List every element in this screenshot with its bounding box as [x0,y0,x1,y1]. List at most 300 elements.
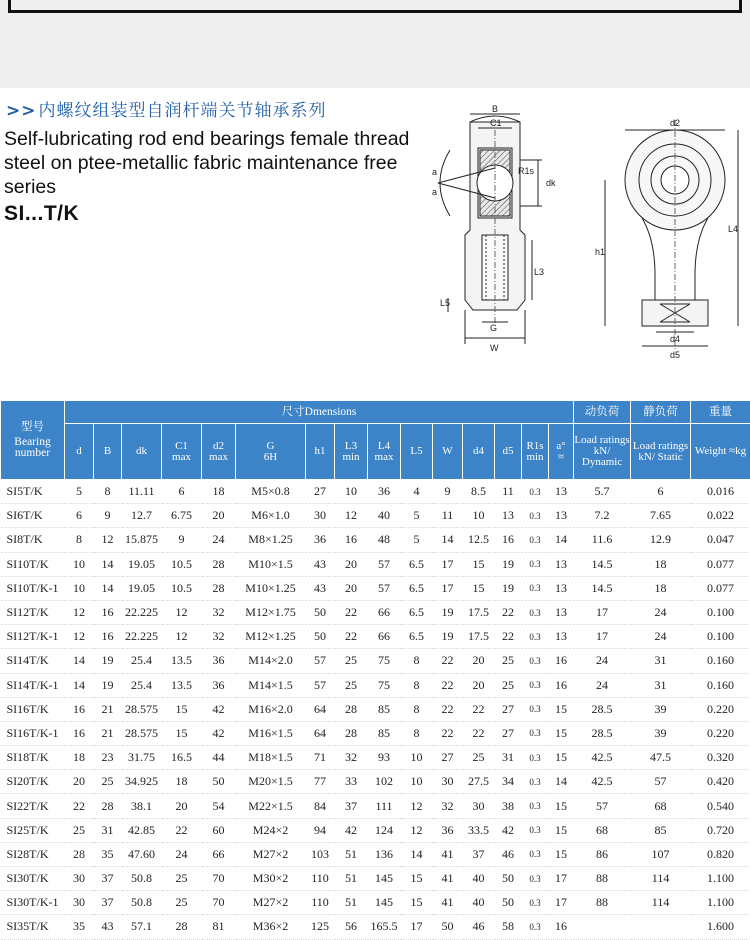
value-cell: 6.5 [401,552,433,576]
value-cell: 18 [65,746,94,770]
value-cell: 14 [94,552,122,576]
value-cell: 17.5 [463,625,495,649]
value-cell: 57 [368,576,401,600]
value-cell: 43 [306,552,335,576]
value-cell: 12 [401,818,433,842]
value-cell: 13 [549,600,574,624]
value-cell: 20 [202,504,236,528]
bearing-number-cell: SI18T/K [1,746,65,770]
header-col-main: G [236,441,305,452]
value-cell: 0.3 [522,770,549,794]
value-cell: 13 [549,552,574,576]
value-cell: 57.1 [122,915,162,939]
value-cell: 50 [495,891,522,915]
table-header-group-row [1,401,750,424]
bearing-number-cell: SI8T/K [1,528,65,552]
value-cell: 10 [335,480,368,504]
value-cell: 88 [574,867,631,891]
table-row [1,818,750,842]
header-col-5 [236,424,306,480]
table-row [1,673,750,697]
value-cell: 39 [631,697,691,721]
value-cell: 20 [463,649,495,673]
value-cell: 0.160 [691,649,750,673]
header-col-2 [122,424,162,480]
value-cell: 15 [463,576,495,600]
value-cell: 19 [495,552,522,576]
value-cell: 24 [631,625,691,649]
value-cell: 44 [202,746,236,770]
header-col-sub: min [335,452,367,463]
value-cell: M24×2 [236,818,306,842]
value-cell: 0.3 [522,480,549,504]
value-cell: 31 [631,673,691,697]
value-cell: 6.5 [401,600,433,624]
header-static-en: Load ratings kN/ Static [631,424,691,480]
value-cell: 25 [463,746,495,770]
bearing-number-cell: SI10T/K [1,552,65,576]
value-cell: 71 [306,746,335,770]
value-cell: 19.05 [122,576,162,600]
value-cell: 27 [306,480,335,504]
value-cell: 6.5 [401,576,433,600]
value-cell: 12 [65,600,94,624]
value-cell: 12 [335,504,368,528]
value-cell: 0.420 [691,770,750,794]
value-cell: 8.5 [463,480,495,504]
value-cell: 88 [574,891,631,915]
value-cell: M14×2.0 [236,649,306,673]
value-cell: 57 [631,770,691,794]
value-cell: 50.8 [122,891,162,915]
value-cell: 27 [495,721,522,745]
value-cell: 10 [463,504,495,528]
value-cell: 110 [306,867,335,891]
value-cell: 51 [335,842,368,866]
header-col-main: L5 [401,446,432,457]
value-cell: 14 [401,842,433,866]
value-cell: 17.5 [463,600,495,624]
header-col-main: L3 [335,441,367,452]
value-cell: 36 [202,649,236,673]
header-col-4 [202,424,236,480]
value-cell: 57 [368,552,401,576]
value-cell: 42.5 [574,746,631,770]
value-cell: 15 [463,552,495,576]
value-cell: 23 [94,746,122,770]
heading-title-cn: 内螺纹组装型自润杆端关节轴承系列 [39,101,327,121]
value-cell: 15 [549,794,574,818]
value-cell: 9 [162,528,202,552]
value-cell: 35 [94,842,122,866]
value-cell: 85 [631,818,691,842]
value-cell: 6 [631,480,691,504]
value-cell: 12 [94,528,122,552]
table-row [1,697,750,721]
header-col-sub: min [522,452,548,463]
bearing-number-cell: SI16T/K-1 [1,721,65,745]
value-cell: 10 [401,770,433,794]
value-cell: 70 [202,867,236,891]
value-cell: 31.75 [122,746,162,770]
header-col-main: L4 [368,441,400,452]
value-cell: 30 [65,867,94,891]
value-cell: 17 [401,915,433,939]
value-cell: 40 [368,504,401,528]
header-col-main: C1 [162,441,201,452]
value-cell: 36 [433,818,463,842]
value-cell: M16×1.5 [236,721,306,745]
header-col-main: h1 [306,446,334,457]
value-cell: 0.3 [522,915,549,939]
value-cell: 34 [495,770,522,794]
value-cell: 19 [495,576,522,600]
value-cell: 15 [162,721,202,745]
value-cell: 60 [202,818,236,842]
header-col-10 [433,424,463,480]
value-cell: 0.720 [691,818,750,842]
value-cell: 0.077 [691,576,750,600]
value-cell: 0.220 [691,697,750,721]
value-cell: 20 [162,794,202,818]
value-cell: 28.5 [574,697,631,721]
value-cell: M16×2.0 [236,697,306,721]
value-cell: 25.4 [122,673,162,697]
header-col-main: d [65,446,93,457]
value-cell: 48 [368,528,401,552]
value-cell: 10 [65,552,94,576]
value-cell: 6 [65,504,94,528]
bearing-number-cell: SI16T/K [1,697,65,721]
value-cell: 37 [463,842,495,866]
value-cell: M22×1.5 [236,794,306,818]
value-cell: 0.3 [522,842,549,866]
value-cell: 14.5 [574,576,631,600]
header-col-main: d5 [495,446,521,457]
value-cell: 68 [574,818,631,842]
table-row [1,649,750,673]
value-cell: 25 [162,867,202,891]
value-cell: 0.3 [522,576,549,600]
value-cell: 12 [65,625,94,649]
header-static-cn: 静负荷 [631,401,691,424]
value-cell: 22 [335,600,368,624]
value-cell: 6.5 [401,625,433,649]
value-cell: 0.077 [691,552,750,576]
value-cell: 47.60 [122,842,162,866]
value-cell: M30×2 [236,867,306,891]
value-cell: 22 [433,697,463,721]
value-cell: 125 [306,915,335,939]
value-cell: 4 [401,480,433,504]
value-cell: 30 [65,891,94,915]
value-cell: 25 [495,649,522,673]
value-cell: 0.3 [522,528,549,552]
value-cell: 25 [94,770,122,794]
value-cell: 14 [65,649,94,673]
value-cell: 31 [94,818,122,842]
value-cell: 20 [335,552,368,576]
value-cell: 136 [368,842,401,866]
value-cell: 16 [549,915,574,939]
value-cell: 42.85 [122,818,162,842]
value-cell: 34.925 [122,770,162,794]
value-cell: 21 [94,697,122,721]
header-col-13 [522,424,549,480]
value-cell: 22 [463,697,495,721]
value-cell: M5×0.8 [236,480,306,504]
value-cell: 24 [631,600,691,624]
label-d5: d5 [670,350,680,360]
value-cell: 22.225 [122,600,162,624]
value-cell: 24 [162,842,202,866]
value-cell: 28 [202,552,236,576]
value-cell: 22 [463,721,495,745]
value-cell: 28 [94,794,122,818]
heading-english: Self-lubricating rod end bearings female thread steel on ptee-metallic fabric maintenance free series [4,127,414,199]
table-row [1,770,750,794]
value-cell: 70 [202,891,236,915]
header-col-main: W [433,446,462,457]
value-cell: 6.75 [162,504,202,528]
value-cell: 0.3 [522,600,549,624]
value-cell: 0.3 [522,818,549,842]
value-cell: 17 [574,625,631,649]
value-cell: 16.5 [162,746,202,770]
value-cell: 35 [65,915,94,939]
value-cell: 1.600 [691,915,750,939]
value-cell: 19 [433,625,463,649]
heading-arrows: >> [6,101,37,121]
value-cell: 0.220 [691,721,750,745]
value-cell: 38 [495,794,522,818]
bearing-number-cell: SI30T/K-1 [1,891,65,915]
header-col-main: a° [549,441,573,452]
label-a-1: a [432,167,437,177]
value-cell: 50 [495,867,522,891]
value-cell: 15 [401,867,433,891]
value-cell: 14 [549,770,574,794]
value-cell: 24 [202,528,236,552]
value-cell: 13 [495,504,522,528]
header-col-7 [335,424,368,480]
value-cell: 28 [65,842,94,866]
header-col-3 [162,424,202,480]
value-cell: 32 [433,794,463,818]
value-cell: 25.4 [122,649,162,673]
value-cell: 25 [162,891,202,915]
specification-table [0,400,750,940]
value-cell: 21 [94,721,122,745]
value-cell: 37 [94,891,122,915]
value-cell: 14 [94,576,122,600]
bearing-number-cell: SI12T/K [1,600,65,624]
value-cell: 8 [65,528,94,552]
header-col-1 [94,424,122,480]
value-cell: 32 [202,600,236,624]
bearing-number-cell: SI12T/K-1 [1,625,65,649]
value-cell: 0.3 [522,649,549,673]
table-row [1,504,750,528]
value-cell: 1.100 [691,891,750,915]
bearing-number-cell: SI25T/K [1,818,65,842]
value-cell: 57 [574,794,631,818]
value-cell: 8 [401,697,433,721]
value-cell: 37 [335,794,368,818]
value-cell: 84 [306,794,335,818]
header-weight-cn: 重量 [691,401,750,424]
table-row [1,794,750,818]
value-cell: 19 [94,673,122,697]
bearing-number-cell: SI30T/K [1,867,65,891]
value-cell: 30 [463,794,495,818]
bearing-number-cell: SI6T/K [1,504,65,528]
value-cell: 25 [495,673,522,697]
value-cell: 15.875 [122,528,162,552]
value-cell: 13 [549,576,574,600]
header-col-sub: 6H [236,452,305,463]
value-cell: 77 [306,770,335,794]
value-cell: 33 [335,770,368,794]
value-cell: 14 [65,673,94,697]
table-row [1,915,750,939]
value-cell: 28 [335,721,368,745]
value-cell: 15 [401,891,433,915]
top-frame [8,0,742,13]
value-cell: 0.047 [691,528,750,552]
value-cell: 15 [549,697,574,721]
label-h1: h1 [595,247,605,257]
heading-chinese [6,96,327,121]
value-cell: 41 [433,867,463,891]
value-cell: 145 [368,891,401,915]
value-cell: 0.3 [522,746,549,770]
bearing-number-cell: SI10T/K-1 [1,576,65,600]
value-cell: 0.540 [691,794,750,818]
label-C1: C1 [490,118,502,128]
value-cell: 22 [433,649,463,673]
value-cell: 5 [65,480,94,504]
value-cell: 11 [433,504,463,528]
header-col-sub: max [368,452,400,463]
value-cell: 42 [202,721,236,745]
label-d4: d4 [670,334,680,344]
value-cell: 20 [463,673,495,697]
header-col-14 [549,424,574,480]
value-cell: 17 [574,600,631,624]
value-cell: 0.3 [522,867,549,891]
value-cell: M8×1.25 [236,528,306,552]
header-col-sub: ≈ [549,452,573,463]
value-cell: 64 [306,721,335,745]
label-L4: L4 [728,224,738,234]
value-cell: 64 [306,697,335,721]
value-cell: 20 [335,576,368,600]
value-cell: 16 [94,625,122,649]
value-cell: 0.320 [691,746,750,770]
value-cell: 17 [433,576,463,600]
value-cell: 68 [631,794,691,818]
value-cell: 66 [368,625,401,649]
value-cell: 40 [463,891,495,915]
value-cell: 43 [94,915,122,939]
value-cell: M12×1.75 [236,600,306,624]
value-cell: 12.9 [631,528,691,552]
value-cell: 41 [433,842,463,866]
value-cell: 50 [306,625,335,649]
value-cell: 19 [94,649,122,673]
table-row [1,867,750,891]
value-cell: 27 [433,746,463,770]
bearing-number-cell: SI35T/K [1,915,65,939]
label-W: W [490,343,499,353]
value-cell: 8 [401,649,433,673]
value-cell: 41 [433,891,463,915]
value-cell: 50 [306,600,335,624]
value-cell: 0.3 [522,891,549,915]
value-cell: 15 [549,746,574,770]
value-cell: 27 [495,697,522,721]
value-cell: 33.5 [463,818,495,842]
value-cell: 0.016 [691,480,750,504]
value-cell: 9 [94,504,122,528]
value-cell: 145 [368,867,401,891]
value-cell: 10 [401,746,433,770]
table-row [1,746,750,770]
value-cell: 15 [549,842,574,866]
value-cell: 42 [495,818,522,842]
value-cell: 107 [631,842,691,866]
value-cell: 42 [202,697,236,721]
value-cell: 17 [549,867,574,891]
value-cell: M10×1.25 [236,576,306,600]
value-cell: 13 [549,480,574,504]
value-cell: 13.5 [162,673,202,697]
bearing-number-cell: SI22T/K [1,794,65,818]
value-cell: 8 [401,673,433,697]
label-R1s: R1s [518,166,535,176]
value-cell: 46 [463,915,495,939]
table-row [1,600,750,624]
value-cell: 12 [162,600,202,624]
bearing-number-cell: SI20T/K [1,770,65,794]
header-col-0 [65,424,94,480]
top-banner [0,0,750,88]
value-cell: 19 [433,600,463,624]
value-cell: 38.1 [122,794,162,818]
value-cell: 42 [335,818,368,842]
header-weight-en: Weight ≈kg [691,424,750,480]
value-cell: 22 [495,625,522,649]
value-cell: 111 [368,794,401,818]
front-view-drawing [605,120,738,350]
value-cell: 0.3 [522,552,549,576]
value-cell: 93 [368,746,401,770]
value-cell: 0.100 [691,600,750,624]
value-cell: 22 [433,673,463,697]
header-col-12 [495,424,522,480]
value-cell: 31 [495,746,522,770]
value-cell: 28.5 [574,721,631,745]
table-row [1,625,750,649]
value-cell: M12×1.25 [236,625,306,649]
value-cell: 14 [549,528,574,552]
value-cell: 13.5 [162,649,202,673]
value-cell: 85 [368,721,401,745]
value-cell: 86 [574,842,631,866]
value-cell: 165.5 [368,915,401,939]
value-cell: 40 [463,867,495,891]
